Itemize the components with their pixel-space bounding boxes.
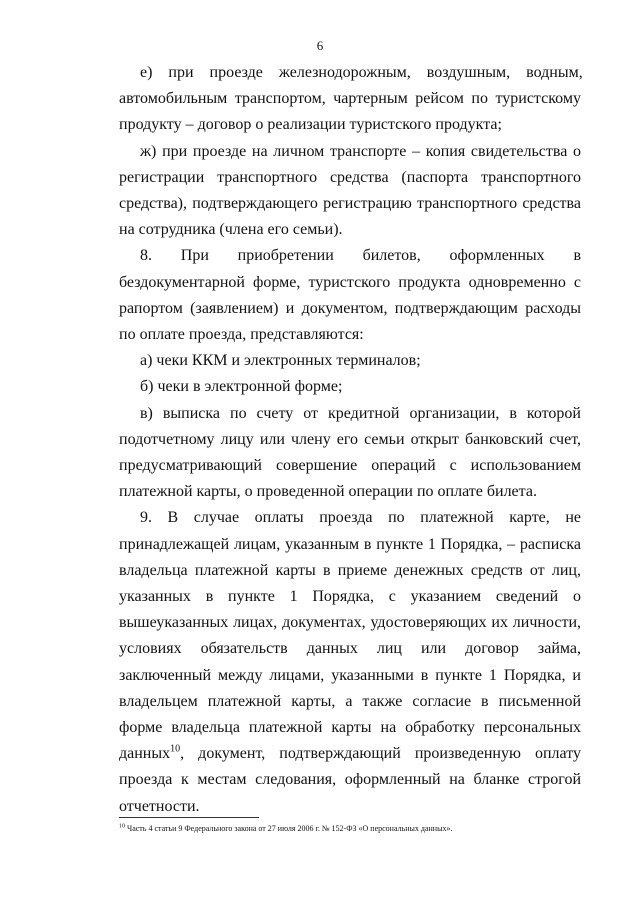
- footnote-marker: 10: [119, 823, 125, 830]
- footnote-text: Часть 4 статьи 9 Федерального закона от 27 июля 2006 г. № 152-ФЗ «О персональных данных».: [127, 824, 453, 833]
- paragraph-a: а) чеки ККМ и электронных терминалов;: [140, 352, 421, 370]
- paragraph-8: 8. При приобретении билетов, оформленных в бездокументарной форме, туристского продукта одновременно с рапортом (заявлением) и документом, подтверждающим расходы по оплате проезда, представляются:: [119, 247, 581, 344]
- paragraph-zh: ж) при проезде на личном транспорте – копия свидетельства о регистрации транспортного средства (паспорта транспортного средства), подтверждающего регистрацию транспортного средства на сотрудника (члена его семьи).: [119, 142, 581, 239]
- paragraph-9: [119, 505, 581, 819]
- footnote-divider: [119, 817, 259, 818]
- footnote-reference: 10: [170, 743, 181, 755]
- paragraph-v: в) выписка по счету от кредитной организации, в которой подотчетному лицу или члену его семьи открыт банковский счет, предусматривающий совершение операций с использованием платежной карты, о проведенной операции по оплате билета.: [119, 404, 581, 501]
- footnote: [119, 823, 581, 834]
- paragraph-e: е) при проезде железнодорожным, воздушным, водным, автомобильным транспортом, чартерным рейсом по туристскому продукту – договор о реализации туристского продукта;: [119, 64, 583, 134]
- paragraph-9-text-after: , документ, подтверждающий произведенную оплату проезда к местам следования, оформленный на бланке строгой отчетности.: [119, 745, 581, 815]
- document-body: [119, 60, 581, 820]
- paragraph-9-text-before: 9. В случае оплаты проезда по платежной карте, не принадлежащей лицам, указанным в пункте 1 Порядка, – расписка владельца платежной карты в приеме денежных средств от лиц, указанных в пункте 1 Порядка, с указанием сведений о вышеуказанных лицах, документах, удостоверяющих их личности, условиях обязательств данных лиц или договор займа, заключенный между лицами, указанными в пункте 1 Порядка, и владельцем платежной карты, а также согласие в письменной форме владельца платежной карты на обработку персональных данных: [119, 509, 581, 763]
- paragraph-b: б) чеки в электронной форме;: [140, 378, 343, 396]
- page-number: 6: [316, 38, 324, 53]
